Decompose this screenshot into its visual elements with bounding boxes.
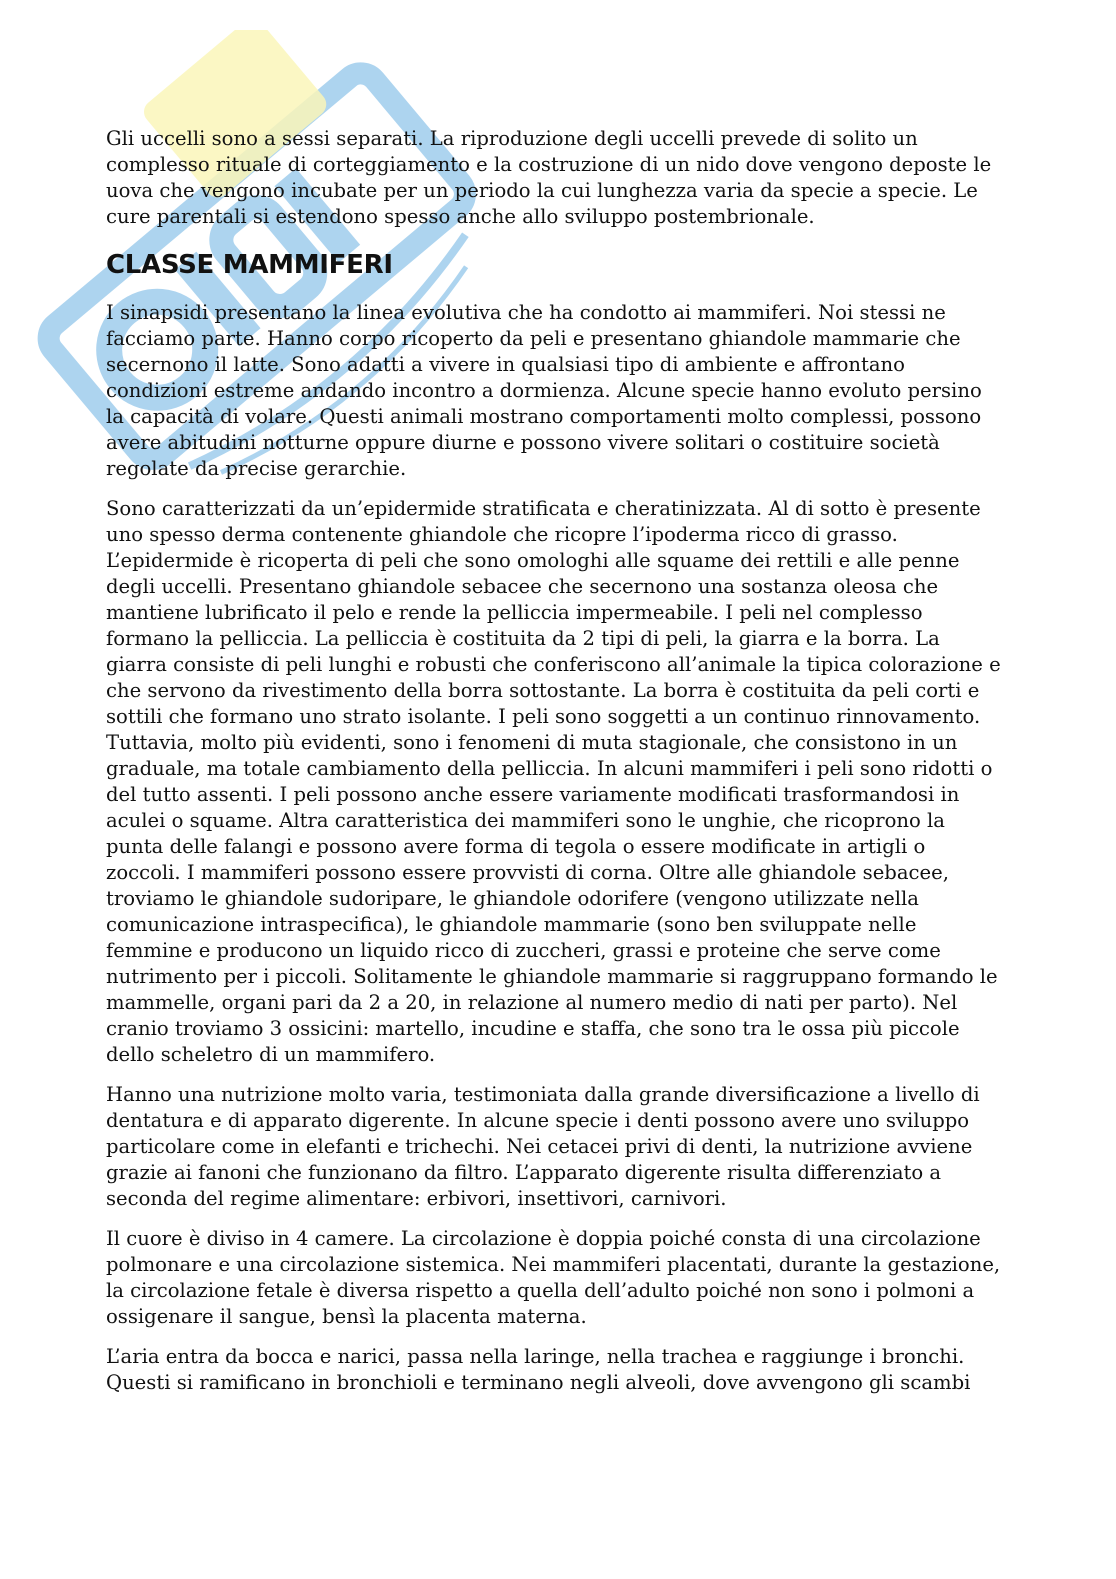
body-paragraph-5: L’aria entra da bocca e narici, passa nella laringe, nella trachea e raggiunge i bronchi. Questi si ramificano in bronchioli e terminano negli alveoli, dove avvengono gli scambi <box>106 1345 971 1394</box>
intro-paragraph: Gli uccelli sono a sessi separati. La riproduzione degli uccelli prevede di solito un complesso rituale di corteggiamento e la costruzione di un nido dove vengono deposte le uova che vengono incubate per un periodo la cui lunghezza varia da specie a specie. Le cure parentali si estendono spesso anche allo sviluppo postembrionale. <box>106 127 992 228</box>
body-paragraph-4: Il cuore è diviso in 4 camere. La circolazione è doppia poiché consta di una circolazione polmonare e una circolazione sistemica. Nei mammiferi placentati, durante la gestazione, la circolazione fetale è diversa rispetto a quella dell’adulto poiché non sono i polmoni a ossigenare il sangue, bensì la placenta materna. <box>106 1227 1001 1328</box>
body-paragraph-1: I sinapsidi presentano la linea evolutiva che ha condotto ai mammiferi. Noi stessi ne facciamo parte. Hanno corpo ricoperto da peli e presentano ghiandole mammarie che secernono il latte. Sono adatti a vivere in qualsiasi tipo di ambiente e affrontano condizioni estreme andando incontro a dormienza. Alcune specie hanno evoluto persino la capacità di volare. Questi animali mostrano comportamenti molto complessi, possono avere abitudini notturne oppure diurne e possono vivere solitari o costituire società regolate da precise gerarchie. <box>106 301 982 480</box>
document-page <box>106 126 1001 1410</box>
body-paragraph-2: Sono caratterizzati da un’epidermide stratificata e cheratinizzata. Al di sotto è presente uno spesso derma contenente ghiandole che ricopre l’ipoderma ricco di grasso. L’epidermide è ricoperta di peli che sono omologhi alle squame dei rettili e alle penne degli uccelli. Presentano ghiandole sebacee che secernono una sostanza oleosa che mantiene lubrificato il pelo e rende la pelliccia impermeabile. I peli nel complesso formano la pelliccia. La pelliccia è costituita da 2 tipi di peli, la giarra e la borra. La giarra consiste di peli lunghi e robusti che conferiscono all’animale la tipica colorazione e che servono da rivestimento della borra sottostante. La borra è costituita da peli corti e sottili che formano uno strato isolante. I peli sono soggetti a un continuo rinnovamento. Tuttavia, molto più evidenti, sono i fenomeni di muta stagionale, che consistono in un graduale, ma totale cambiamento della pelliccia. In alcuni mammiferi i peli sono ridotti o del tutto assenti. I peli possono anche essere variamente modificati trasformandosi in aculei o squame. Altra caratteristica dei mammiferi sono le unghie, che ricoprono la punta delle falangi e possono avere forma di tegola o essere modificate in artigli o zoccoli. I mammiferi possono essere provvisti di corna. Oltre alle ghiandole sebacee, troviamo le ghiandole sudoripare, le ghiandole odorifere (vengono utilizzate nella comunicazione intraspecifica), le ghiandole mammarie (sono ben sviluppate nelle femmine e producono un liquido ricco di zuccheri, grassi e proteine che serve come nutrimento per i piccoli. Solitamente le ghiandole mammarie si raggruppano formando le mammelle, organi pari da 2 a 20, in relazione al numero medio di nati per parto). Nel cranio troviamo 3 ossicini: martello, incudine e staffa, che sono tra le ossa più piccole dello scheletro di un mammifero. <box>106 497 1001 1066</box>
section-heading: CLASSE MAMMIFERI <box>106 250 393 280</box>
body-paragraph-3: Hanno una nutrizione molto varia, testimoniata dalla grande diversificazione a livello di dentatura e di apparato digerente. In alcune specie i denti possono avere uno sviluppo particolare come in elefanti e trichechi. Nei cetacei privi di denti, la nutrizione avviene grazie ai fanoni che funzionano da filtro. L’apparato digerente risulta differenziato a seconda del regime alimentare: erbivori, insettivori, carnivori. <box>106 1083 980 1210</box>
